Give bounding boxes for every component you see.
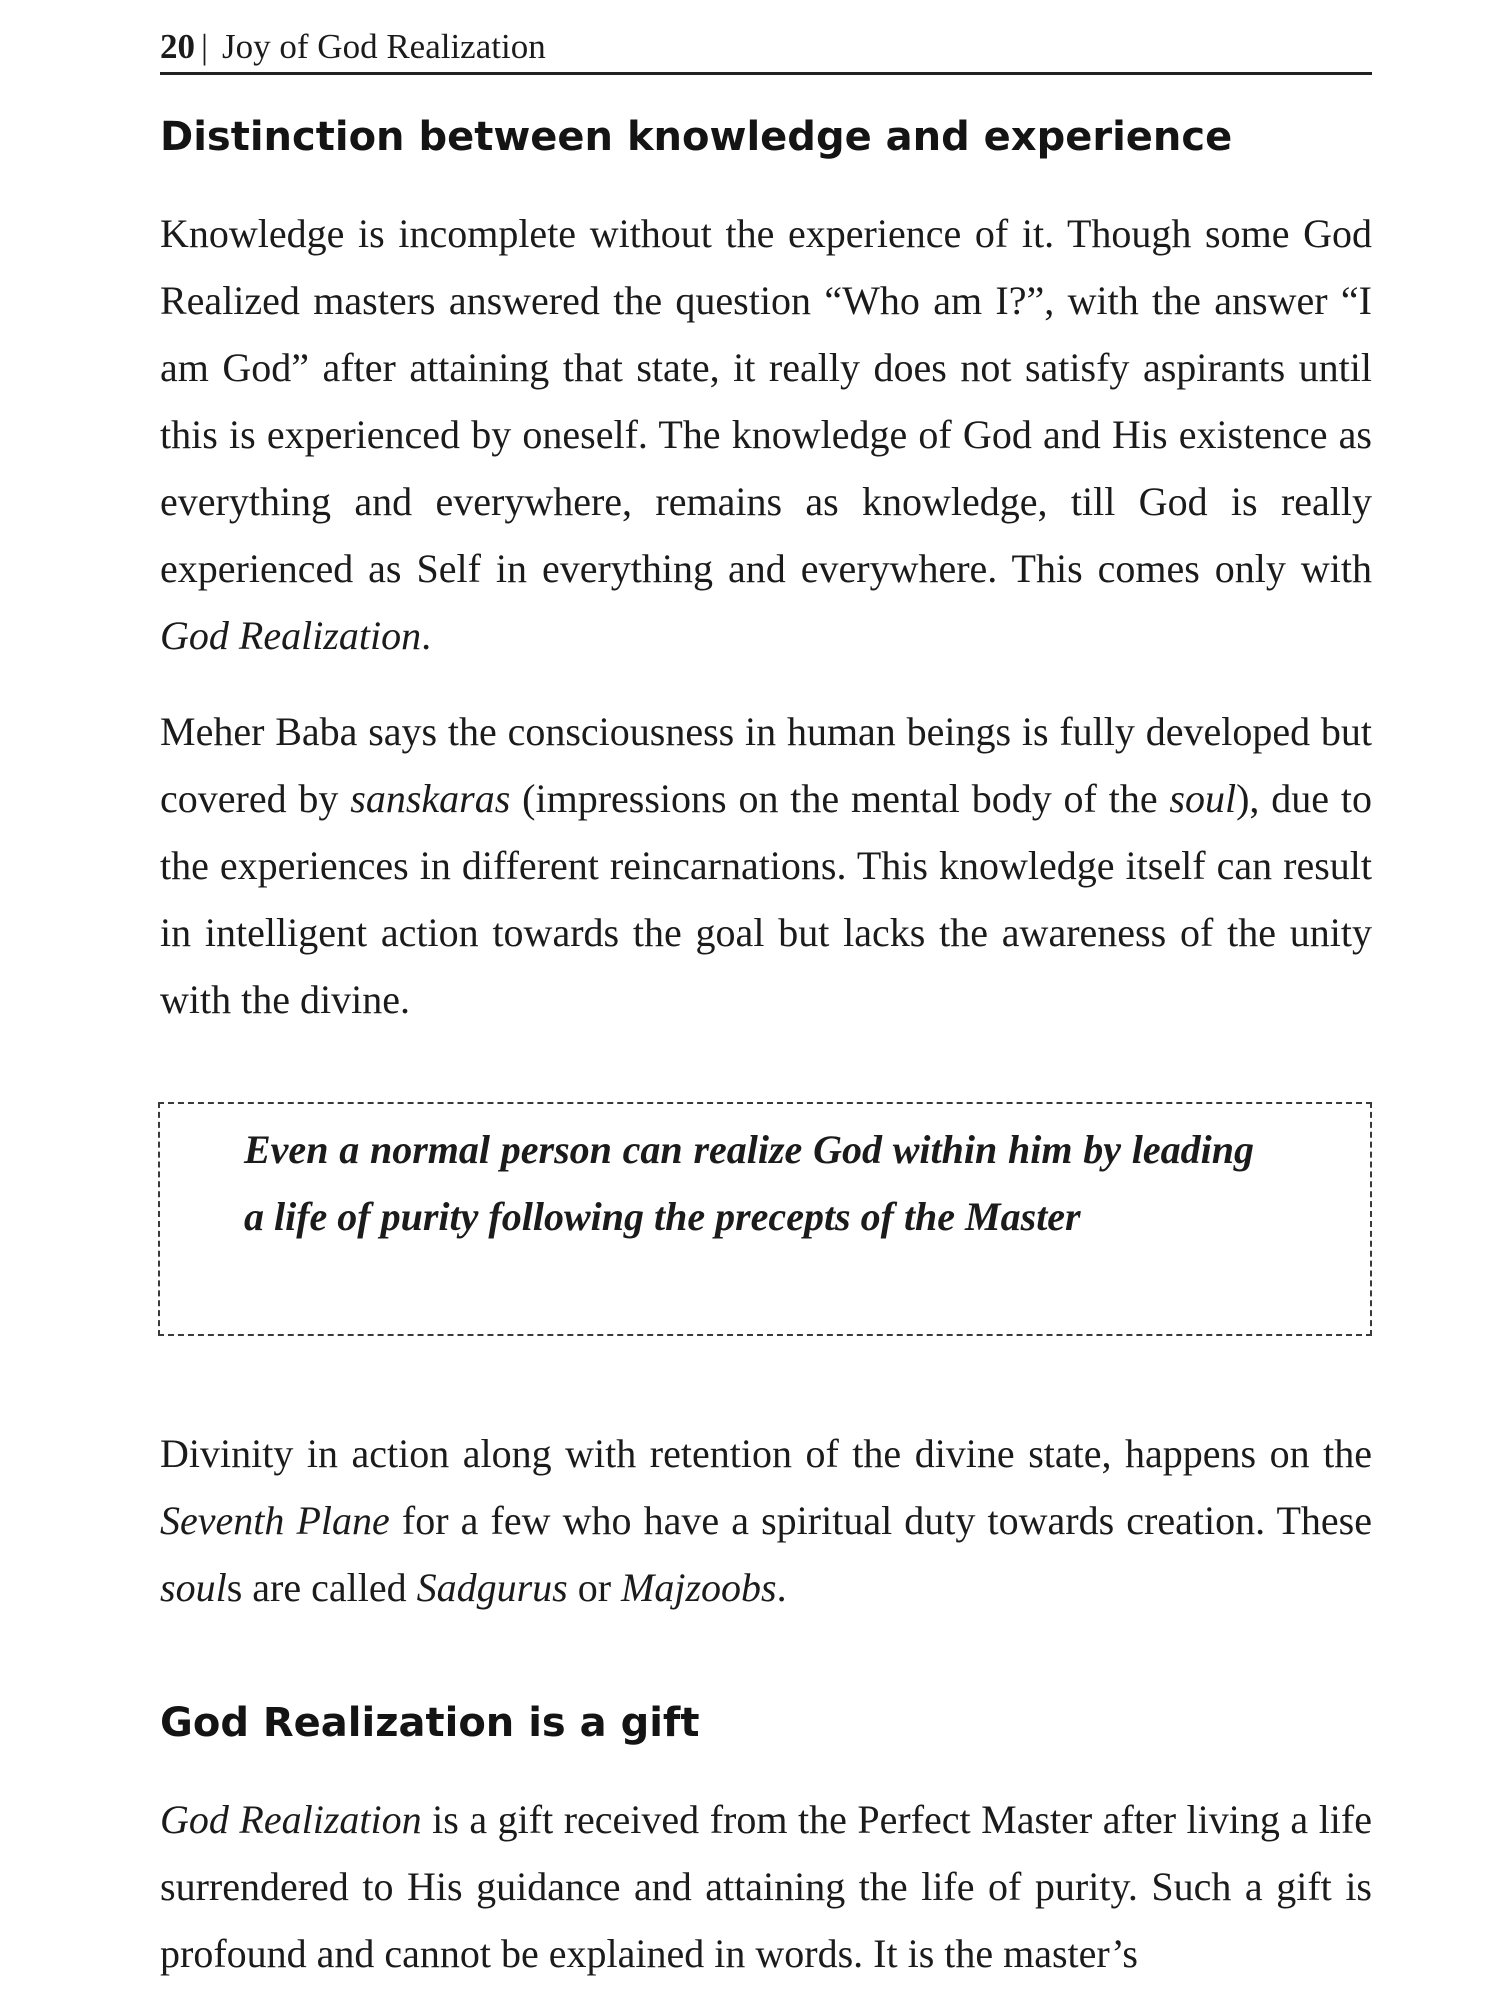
page-number: 20 [160, 27, 195, 66]
running-header [160, 22, 1372, 75]
paragraph-text: s are called [226, 1565, 417, 1610]
pull-quote-box [158, 1102, 1372, 1336]
paragraph-gift [160, 1786, 1372, 1987]
paragraph-text: Meher Baba says the consciousness in human beings is fully developed but covered by [160, 709, 1372, 821]
paragraph-knowledge [160, 200, 1372, 669]
header-separator: | [201, 27, 209, 66]
paragraph-text: for a few who have a spiritual duty towards creation. These [389, 1498, 1372, 1543]
paragraph-meher-baba [160, 698, 1372, 1033]
italic-term: soul [160, 1565, 227, 1610]
paragraph-divinity-in-action [160, 1420, 1372, 1621]
book-title: Joy of God Realization [222, 27, 546, 66]
italic-term: soul [1169, 776, 1237, 821]
italic-term: Seventh Plane [160, 1498, 390, 1543]
paragraph-text: ), due to the experiences in different reincarnations. This knowledge itself can result in intelligent action towards the goal but lacks the awareness of the unity with the divine. [160, 776, 1372, 1022]
italic-term: sanskaras [350, 776, 511, 821]
italic-term: God Realization [160, 613, 422, 658]
italic-term: God Realization [160, 1797, 422, 1842]
section-heading-gift: God Realization is a gift [160, 1700, 700, 1746]
section-heading-knowledge-experience: Distinction between knowledge and experience [160, 114, 1233, 160]
paragraph-text: (impressions on the mental body of the [510, 776, 1170, 821]
paragraph-text: . [421, 613, 432, 658]
pull-quote-text: Even a normal person can realize God within him by leading a life of purity following the precepts of the Master [244, 1127, 1254, 1239]
paragraph-text: is a gift received from the Perfect Master after living a life surrendered to His guidance and attaining the life of purity. Such a gift is profound and cannot be explained in words. It is the master’s [160, 1797, 1372, 1976]
paragraph-text: Divinity in action along with retention of the divine state, happens on the [160, 1431, 1372, 1476]
paragraph-text: Knowledge is incomplete without the experience of it. Though some God Realized masters answered the question “Who am I?”, with the answer “I am God” after attaining that state, it really does not satisfy aspirants until this is experienced by oneself. The knowledge of God and His existence as everything and everywhere, remains as knowledge, till God is really experienced as Self in everything and everywhere. This comes only with [160, 211, 1372, 591]
paragraph-text: . [776, 1565, 787, 1610]
paragraph-text: or [567, 1565, 622, 1610]
italic-term: Sadgurus [416, 1565, 568, 1610]
italic-term: Majzoobs [621, 1565, 777, 1610]
